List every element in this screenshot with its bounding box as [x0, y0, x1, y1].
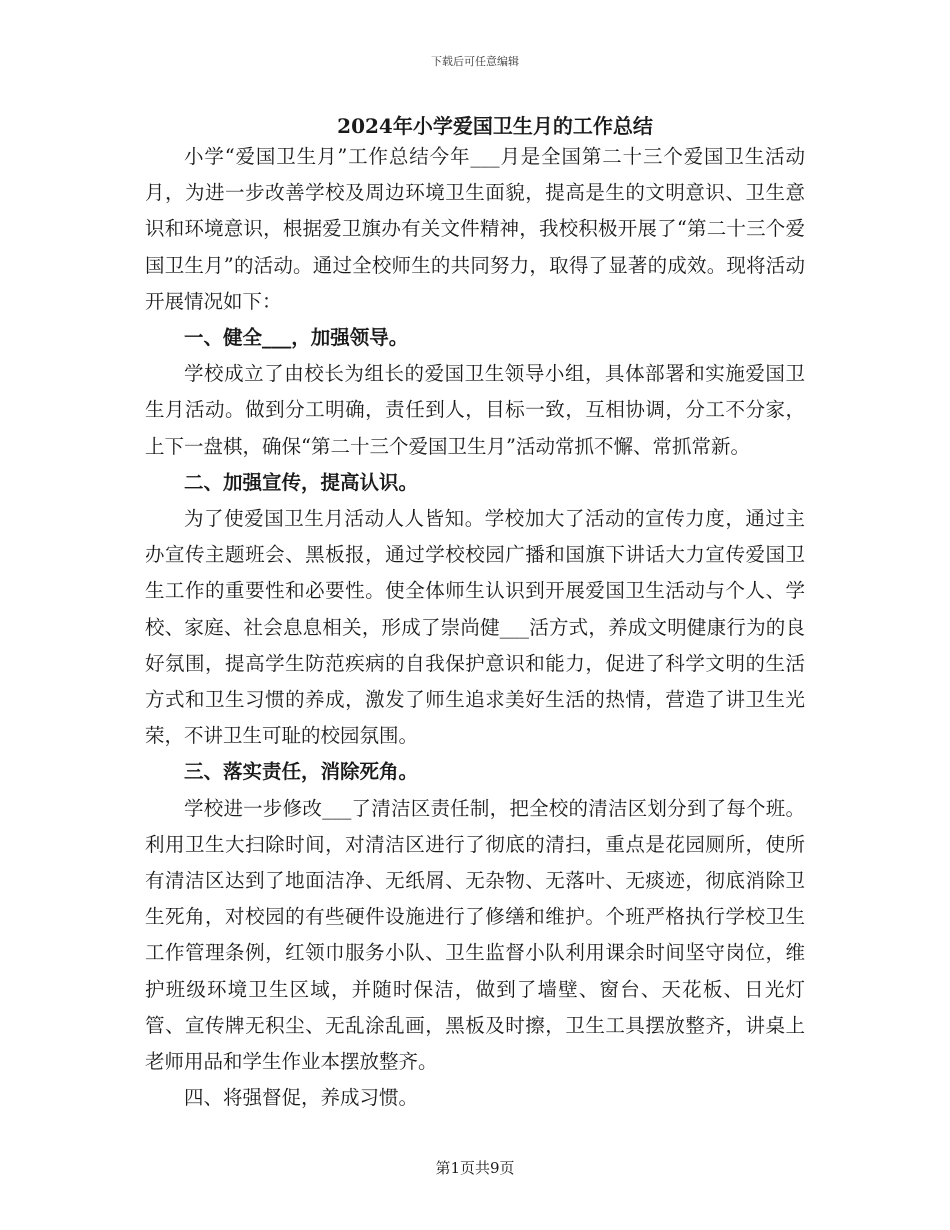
section-heading-2: 二、加强宣传，提高认识。 [184, 470, 419, 494]
paragraph-intro: 小学“爱国卫生月”工作总结今年___月是全国第二十三个爱国卫生活动月，为进一步改善学校及周边环境卫生面貌，提高是生的文明意识、卫生意识和环境意识，根据爱卫旗办有关文件精神，我校积极开展了“第二十三个爱国卫生月”的活动。通过全校师生的共同努力，取得了显著的成效。现将活动开展情况如下： [145, 145, 805, 313]
paragraph-section-3: 学校进一步修改___了清洁区责任制，把全校的清洁区划分到了每个班。利用卫生大扫除时间，对清洁区进行了彻底的清扫，重点是花园厕所，使所有清洁区达到了地面洁净、无纸屑、无杂物、无落叶、无痰迹，彻底消除卫生死角，对校园的有些硬件设施进行了修缮和维护。个班严格执行学校卫生工作管理条例，红领巾服务小队、卫生监督小队利用课余时间坚守岗位，维护班级环境卫生区域，并随时保洁，做到了墙壁、窗台、天花板、日光灯管、宣传牌无积尘、无乱涂乱画，黑板及时擦，卫生工具摆放整齐，讲桌上老师用品和学生作业本摆放整齐。 [145, 796, 805, 1074]
page-title: 2024年小学爱国卫生月的工作总结 [337, 114, 653, 138]
page-number: 第1页共9页 [435, 1159, 515, 1177]
header-note: 下载后可任意编辑 [431, 55, 519, 68]
section-heading-3: 三、落实责任，消除死角。 [184, 760, 419, 784]
paragraph-section-2: 为了使爱国卫生月活动人人皆知。学校加大了活动的宣传力度，通过主办宣传主题班会、黑板报，通过学校校园广播和国旗下讲话大力宣传爱国卫生工作的重要性和必要性。使全体师生认识到开展爱国卫生活动与个人、学校、家庭、社会息息相关，形成了崇尚健___活方式，养成文明健康行为的良好氛围，提高学生防范疾病的自我保护意识和能力，促进了科学文明的生活方式和卫生习惯的养成，激发了师生追求美好生活的热情，营造了讲卫生光荣，不讲卫生可耻的校园氛围。 [145, 507, 805, 748]
section-heading-4: 四、将强督促，养成习惯。 [184, 1086, 419, 1110]
paragraph-section-1: 学校成立了由校长为组长的爱国卫生领导小组，具体部署和实施爱国卫生月活动。做到分工明确，责任到人，目标一致，互相协调，分工不分家，上下一盘棋，确保“第二十三个爱国卫生月”活动常抓不懈、常抓常新。 [145, 362, 805, 458]
document-body [145, 139, 805, 1116]
section-heading-1: 一、健全___，加强领导。 [184, 326, 409, 350]
